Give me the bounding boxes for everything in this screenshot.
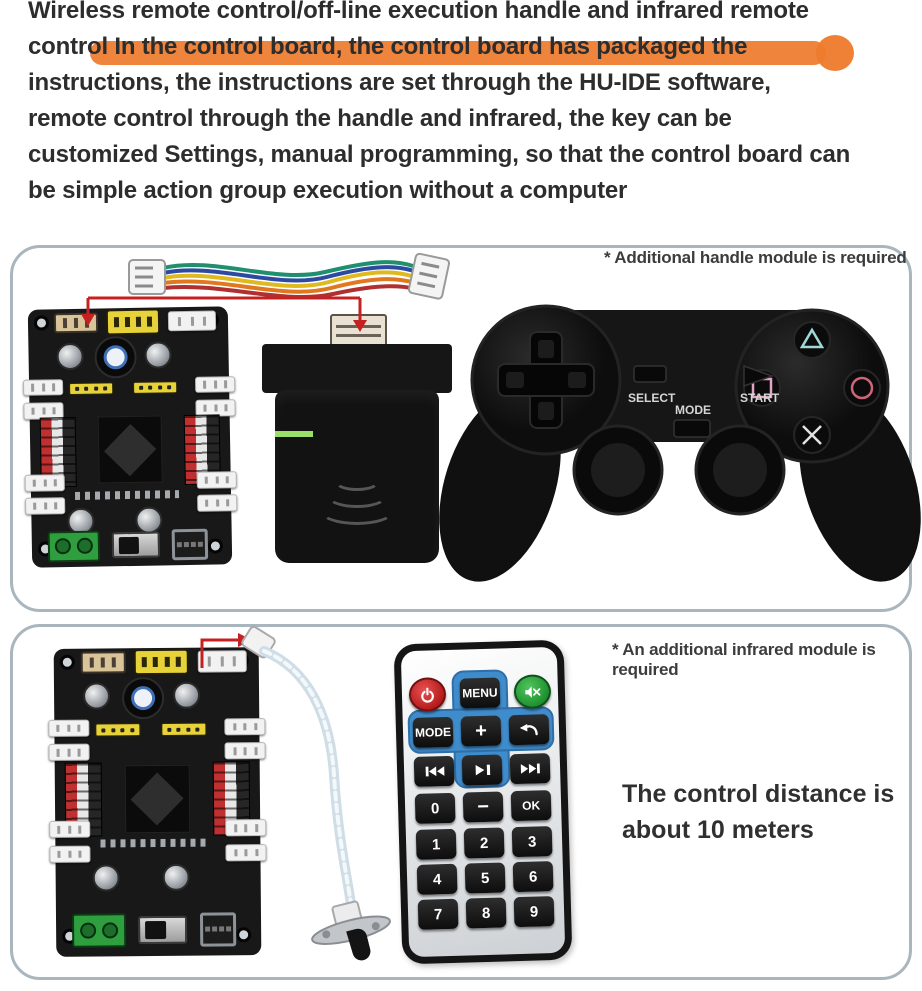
module-pcb-bar — [262, 344, 452, 392]
capacitor — [56, 342, 83, 369]
jst-connector — [195, 376, 235, 393]
capacitor — [144, 341, 171, 368]
infrared-sensor — [306, 894, 398, 970]
mode-button — [674, 420, 710, 437]
handle-panel-note: * Additional handle module is required — [604, 248, 907, 267]
pin-header-yellow — [95, 724, 140, 737]
capacitor — [92, 864, 119, 891]
power-switch — [112, 532, 160, 559]
capacitor — [83, 682, 110, 709]
next-track-button — [510, 753, 551, 784]
menu-button: MENU — [460, 677, 501, 708]
back-button — [509, 714, 550, 745]
pin-header-yellow — [133, 381, 177, 395]
jst-connector — [49, 846, 90, 863]
digit-6-button: 6 — [513, 861, 554, 892]
serial-port — [134, 648, 190, 675]
cable-connector-left — [129, 260, 165, 294]
plus-button: + — [461, 715, 502, 746]
mounting-hole — [34, 316, 49, 331]
dpad-left — [506, 372, 524, 388]
capacitor — [162, 863, 189, 890]
select-button — [634, 366, 666, 382]
capacitor — [173, 682, 200, 709]
intro-line: control In the control board, the control board has packaged the — [28, 33, 748, 60]
buzzer — [122, 677, 164, 719]
mode-button: MODE — [413, 717, 454, 748]
intro-line: instructions, the instructions are set through the HU-IDE software, — [28, 69, 771, 96]
infrared-cable — [230, 625, 405, 970]
mode-label: MODE — [675, 403, 711, 417]
mounting-hole — [60, 655, 75, 670]
digit-9-button: 9 — [514, 896, 555, 927]
cable-connector-right — [408, 253, 450, 299]
jst-connector — [23, 379, 63, 396]
jst-connector — [197, 494, 237, 511]
power-switch — [138, 916, 187, 944]
previous-track-icon — [423, 764, 444, 779]
distance-line-1: The control distance is — [622, 780, 895, 808]
control-distance-text — [622, 776, 894, 848]
intro-line: Wireless remote control/off-line execution handle and infrared remote — [28, 0, 809, 24]
select-label: SELECT — [628, 391, 676, 405]
jst-connector — [48, 719, 89, 736]
digit-4-button: 4 — [417, 864, 458, 895]
mcu-chip — [124, 765, 190, 833]
circle-button — [844, 370, 880, 406]
handle-receiver-module — [262, 314, 452, 568]
wireless-gamepad — [438, 280, 922, 595]
dpad-down — [538, 402, 554, 420]
power-terminal-green — [48, 530, 101, 562]
triangle-button — [794, 322, 830, 358]
digit-3-button: 3 — [512, 826, 553, 857]
jst-connector — [25, 474, 65, 491]
pin-header-yellow — [69, 382, 113, 396]
ok-button: OK — [511, 790, 552, 821]
start-label: START — [740, 391, 780, 405]
previous-track-button — [414, 756, 455, 787]
play-pause-icon — [472, 763, 491, 778]
solder-pads — [100, 839, 207, 848]
jst-connector — [48, 744, 89, 761]
mcu-chip — [98, 416, 163, 484]
control-board-top — [28, 306, 232, 567]
mute-icon — [524, 683, 541, 700]
pin-header-yellow — [161, 723, 206, 736]
play-pause-button — [462, 754, 503, 785]
infrared-remote — [394, 640, 573, 965]
jst-connector — [25, 497, 65, 514]
digit-1-button: 1 — [416, 829, 457, 860]
digit-7-button: 7 — [418, 899, 459, 930]
mounting-hole — [208, 539, 223, 554]
digit-2-button: 2 — [464, 827, 505, 858]
infrared-panel-note: * An additional infrared module is required — [612, 640, 876, 679]
digit-8-button: 8 — [466, 897, 507, 928]
handle-port — [80, 651, 125, 673]
dpad-right — [568, 372, 586, 388]
module-sticker — [275, 431, 313, 437]
left-analog-stick — [574, 426, 662, 514]
intro-paragraph — [28, 0, 908, 209]
digit-0-button: 0 — [415, 793, 456, 824]
jst-connector — [49, 821, 90, 838]
back-icon — [519, 722, 539, 738]
power-terminal-green — [72, 913, 126, 947]
right-analog-stick — [696, 426, 784, 514]
distance-line-2: about 10 meters — [622, 816, 814, 844]
solder-pads — [75, 490, 179, 500]
intro-line: be simple action group execution without a computer — [28, 177, 628, 204]
minus-button: − — [463, 791, 504, 822]
dpad-up — [538, 340, 554, 358]
digit-5-button: 5 — [465, 862, 506, 893]
wireless-wave-icon — [320, 497, 394, 525]
capacitor — [135, 506, 162, 533]
cross-button — [794, 417, 830, 453]
usb-port — [172, 529, 209, 561]
jst-connector — [197, 471, 237, 488]
next-track-icon — [519, 761, 540, 776]
intro-line: remote control through the handle and infrared, the key can be — [28, 105, 732, 132]
intro-line: customized Settings, manual programming, so that the control board can — [28, 141, 851, 168]
power-icon — [419, 686, 436, 703]
buzzer — [94, 336, 137, 379]
wiring-arrow-top — [78, 290, 373, 340]
